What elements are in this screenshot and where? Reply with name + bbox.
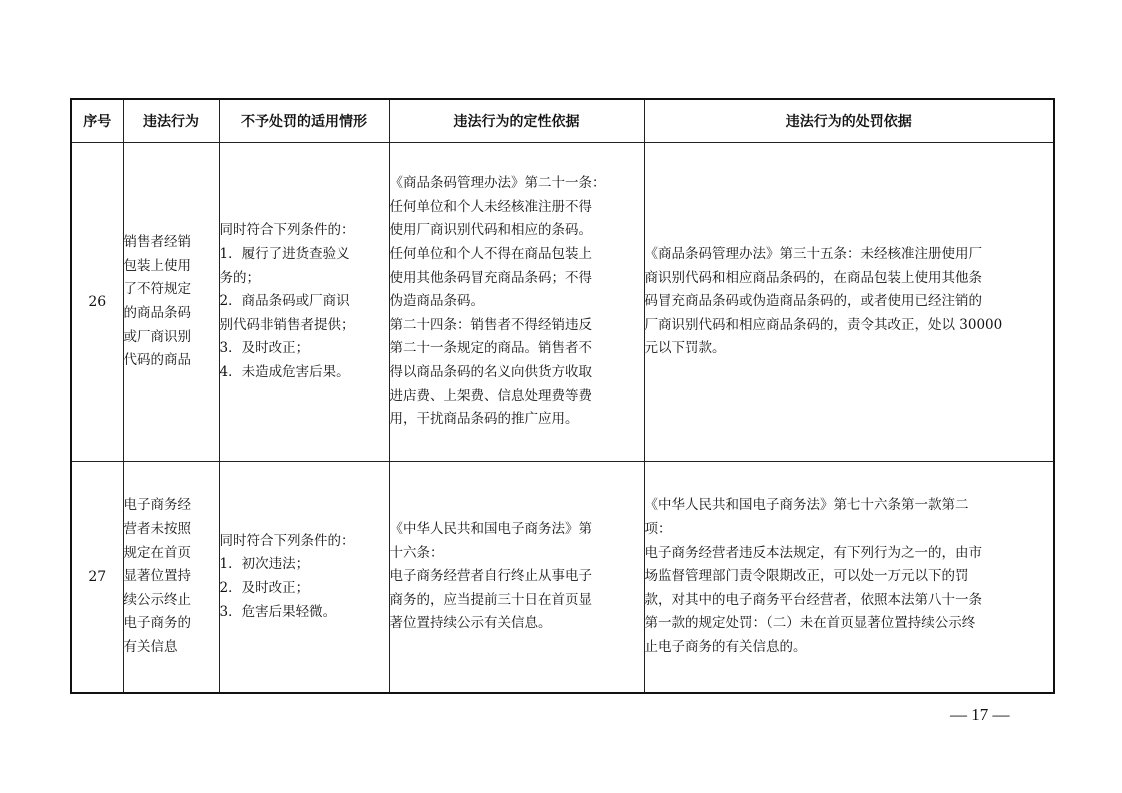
penalty-line: 元以下罚款。 <box>644 340 726 357</box>
penalty-line: 项： <box>644 521 672 538</box>
basis-line: 第二十一条规定的商品。销售者不 <box>389 340 592 357</box>
conditions-line: 务的； <box>219 269 260 286</box>
violation-line: 了不符规定 <box>123 281 191 298</box>
basis-line: 任何单位和个人未经核准注册不得 <box>389 198 592 215</box>
row-number: 27 <box>71 462 123 694</box>
conditions-line: 同时符合下列条件的： <box>219 222 355 239</box>
violation-line: 续公示终止 <box>123 591 191 608</box>
basis-line: 得以商品条码的名义向供货方收取 <box>389 363 592 380</box>
violation-line: 或厂商识别 <box>123 328 191 345</box>
basis-line: 十六条： <box>389 544 444 561</box>
violation-cell <box>123 143 219 462</box>
penalty-cell <box>644 462 1054 694</box>
row-number: 26 <box>71 143 123 462</box>
penalty-line: 第一款的规定处罚：（二）未在首页显著位置持续公示终 <box>644 615 976 632</box>
conditions-line: 1．初次违法； <box>219 556 310 573</box>
basis-line: 任何单位和个人不得在商品包装上 <box>389 246 592 263</box>
penalty-cell <box>644 143 1054 462</box>
penalty-line: 止电子商务的有关信息的。 <box>644 638 807 655</box>
violation-line: 显著位置持 <box>123 568 191 585</box>
violation-line: 规定在首页 <box>123 544 191 561</box>
basis-line: 使用其他条码冒充商品条码；不得 <box>389 269 592 286</box>
conditions-cell <box>219 462 389 694</box>
conditions-line: 同时符合下列条件的： <box>219 532 355 549</box>
conditions-line: 2．商品条码或厂商识 <box>219 293 350 310</box>
basis-cell <box>389 143 644 462</box>
header-basis: 违法行为的定性依据 <box>389 99 644 143</box>
header-number: 序号 <box>71 99 123 143</box>
page-number: — 17 — <box>950 705 1010 724</box>
conditions-line: 3．及时改正； <box>219 340 310 357</box>
violation-line: 销售者经销 <box>123 234 191 251</box>
violation-line: 电子商务的 <box>123 615 191 632</box>
violation-line: 的商品条码 <box>123 305 191 321</box>
penalty-line: 场监督管理部门责令限期改正，可以处一万元以下的罚 <box>644 568 969 585</box>
penalty-line: 厂商识别代码和相应商品条码的，责令其改正，处以 30000 <box>644 316 1003 333</box>
penalty-line: 《中华人民共和国电子商务法》第七十六条第一款第二 <box>644 497 969 514</box>
basis-line: 商务的，应当提前三十日在首页显 <box>389 591 592 608</box>
table-header-row <box>71 99 1054 143</box>
penalty-table <box>70 98 1055 694</box>
basis-line: 用，干扰商品条码的推广应用。 <box>389 411 579 428</box>
header-penalty: 违法行为的处罚依据 <box>644 99 1054 143</box>
violation-line: 营者未按照 <box>123 521 191 538</box>
penalty-line: 电子商务经营者违反本法规定，有下列行为之一的，由市 <box>644 544 982 561</box>
table-row <box>71 143 1054 462</box>
penalty-line: 商识别代码和相应商品条码的，在商品包装上使用其他条 <box>644 269 982 286</box>
basis-line: 伪造商品条码。 <box>389 293 484 310</box>
violation-line: 代码的商品 <box>123 352 191 369</box>
basis-line: 《中华人民共和国电子商务法》第 <box>389 521 592 538</box>
conditions-line: 4．未造成危害后果。 <box>219 363 350 380</box>
penalty-line: 《商品条码管理办法》第三十五条：未经核准注册使用厂 <box>644 246 982 263</box>
basis-line: 电子商务经营者自行终止从事电子 <box>389 568 592 585</box>
violation-line: 包装上使用 <box>123 257 191 274</box>
conditions-cell <box>219 143 389 462</box>
conditions-line: 3．危害后果轻微。 <box>219 603 337 620</box>
basis-line: 《商品条码管理办法》第二十一条： <box>389 175 606 192</box>
basis-line: 进店费、上架费、信息处理费等费 <box>389 387 592 404</box>
basis-line: 著位置持续公示有关信息。 <box>389 615 552 632</box>
basis-cell <box>389 462 644 694</box>
violation-line: 有关信息 <box>123 638 178 655</box>
violation-cell <box>123 462 219 694</box>
penalty-line: 款，对其中的电子商务平台经营者，依照本法第八十一条 <box>644 591 982 608</box>
header-conditions: 不予处罚的适用情形 <box>219 99 389 143</box>
violation-line: 电子商务经 <box>123 497 191 514</box>
basis-line: 第二十四条：销售者不得经销违反 <box>389 316 592 333</box>
table-row <box>71 462 1054 694</box>
conditions-line: 别代码非销售者提供； <box>219 316 355 333</box>
conditions-line: 1．履行了进货查验义 <box>219 246 350 263</box>
basis-line: 使用厂商识别代码和相应的条码。 <box>389 222 592 239</box>
header-violation: 违法行为 <box>123 99 219 143</box>
conditions-line: 2．及时改正； <box>219 580 310 596</box>
penalty-line: 码冒充商品条码或伪造商品条码的，或者使用已经注销的 <box>644 293 982 310</box>
